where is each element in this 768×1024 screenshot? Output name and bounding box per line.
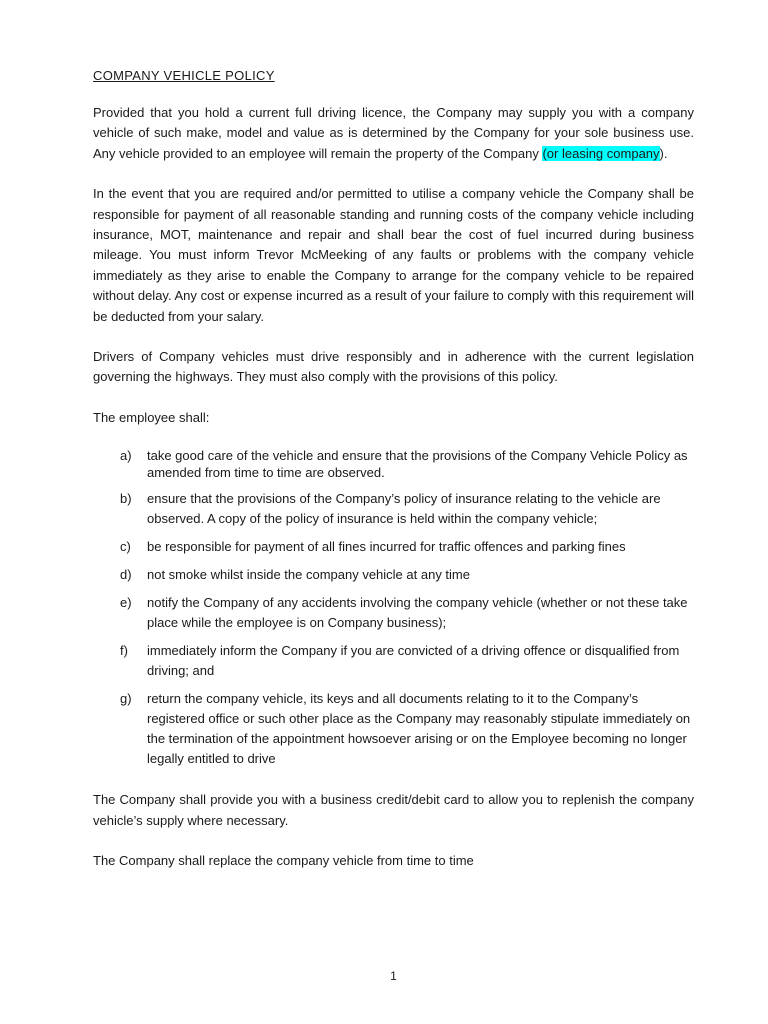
list-item [93, 641, 694, 681]
paragraph-driving-licence [93, 103, 694, 164]
list-item-text: ensure that the provisions of the Company’s policy of insurance relating to the vehicle are observed. A copy of the policy of insurance is held within the company vehicle; [147, 491, 661, 527]
page-number: 1 [390, 969, 397, 983]
list-marker: d) [120, 567, 132, 583]
list-item [93, 447, 694, 481]
paragraph-responsible-driving: Drivers of Company vehicles must drive responsibly and in adherence with the current legislation governing the highways. They must also comply with the provisions of this policy. [93, 349, 694, 385]
list-marker: e) [120, 595, 132, 611]
document-body [93, 66, 694, 892]
paragraph-running-costs: In the event that you are required and/or permitted to utilise a company vehicle the Company shall be responsible for payment of all reasonable standing and running costs of the company vehicle including insurance, MOT, maintenance and repair and shall bear the cost of fuel incurred during business mileage. You must inform Trevor McMeeking of any faults or problems with the company vehicle immediately as they arise to enable the Company to arrange for the company vehicle to be repaired without delay. Any cost or expense incurred as a result of your failure to comply with this requirement will be deducted from your salary. [93, 186, 694, 324]
list-intro: The employee shall: [93, 409, 210, 425]
paragraph-text: ). [659, 145, 668, 161]
list-item-text: immediately inform the Company if you are convicted of a driving offence or disqualified from driving; and [147, 643, 680, 679]
list-marker: a) [120, 448, 132, 464]
list-item [93, 593, 694, 633]
list-item [93, 489, 694, 529]
document-title: COMPANY VEHICLE POLICY [93, 68, 275, 83]
list-item [93, 537, 694, 557]
paragraph-text: Provided that you hold a current full driving licence, the Company may supply you with a company vehicle of such make, model and value as is determined by the Company for your sole business use. Any vehicle provided to an employee will remain the property of the Company [93, 105, 694, 161]
list-marker: b) [120, 491, 132, 507]
list-marker: f) [120, 643, 128, 659]
paragraph-vehicle-replacement: The Company shall replace the company vehicle from time to time [93, 853, 474, 869]
list-item-text: not smoke whilst inside the company vehicle at any time [147, 567, 470, 583]
list-item-text: be responsible for payment of all fines incurred for traffic offences and parking fines [147, 539, 626, 555]
list-item [93, 565, 694, 585]
paragraph-credit-card: The Company shall provide you with a business credit/debit card to allow you to replenish the company vehicle’s supply where necessary. [93, 792, 694, 828]
highlighted-text: (or leasing company [542, 145, 660, 161]
list-item-text: notify the Company of any accidents involving the company vehicle (whether or not these take place while the employee is on Company business); [147, 595, 688, 631]
employee-obligations-list [93, 447, 694, 769]
list-marker: c) [120, 539, 131, 555]
list-item-text: take good care of the vehicle and ensure that the provisions of the Company Vehicle Policy as amended from time to time are observed. [147, 448, 688, 481]
list-marker: g) [120, 691, 132, 707]
list-item-text: return the company vehicle, its keys and all documents relating to it to the Company’s registered office or such other place as the Company may reasonably stipulate immediately on the termination of the appointment howsoever arising or on the Employee becoming no longer legally entitled to drive [147, 691, 691, 767]
list-item [93, 689, 694, 769]
